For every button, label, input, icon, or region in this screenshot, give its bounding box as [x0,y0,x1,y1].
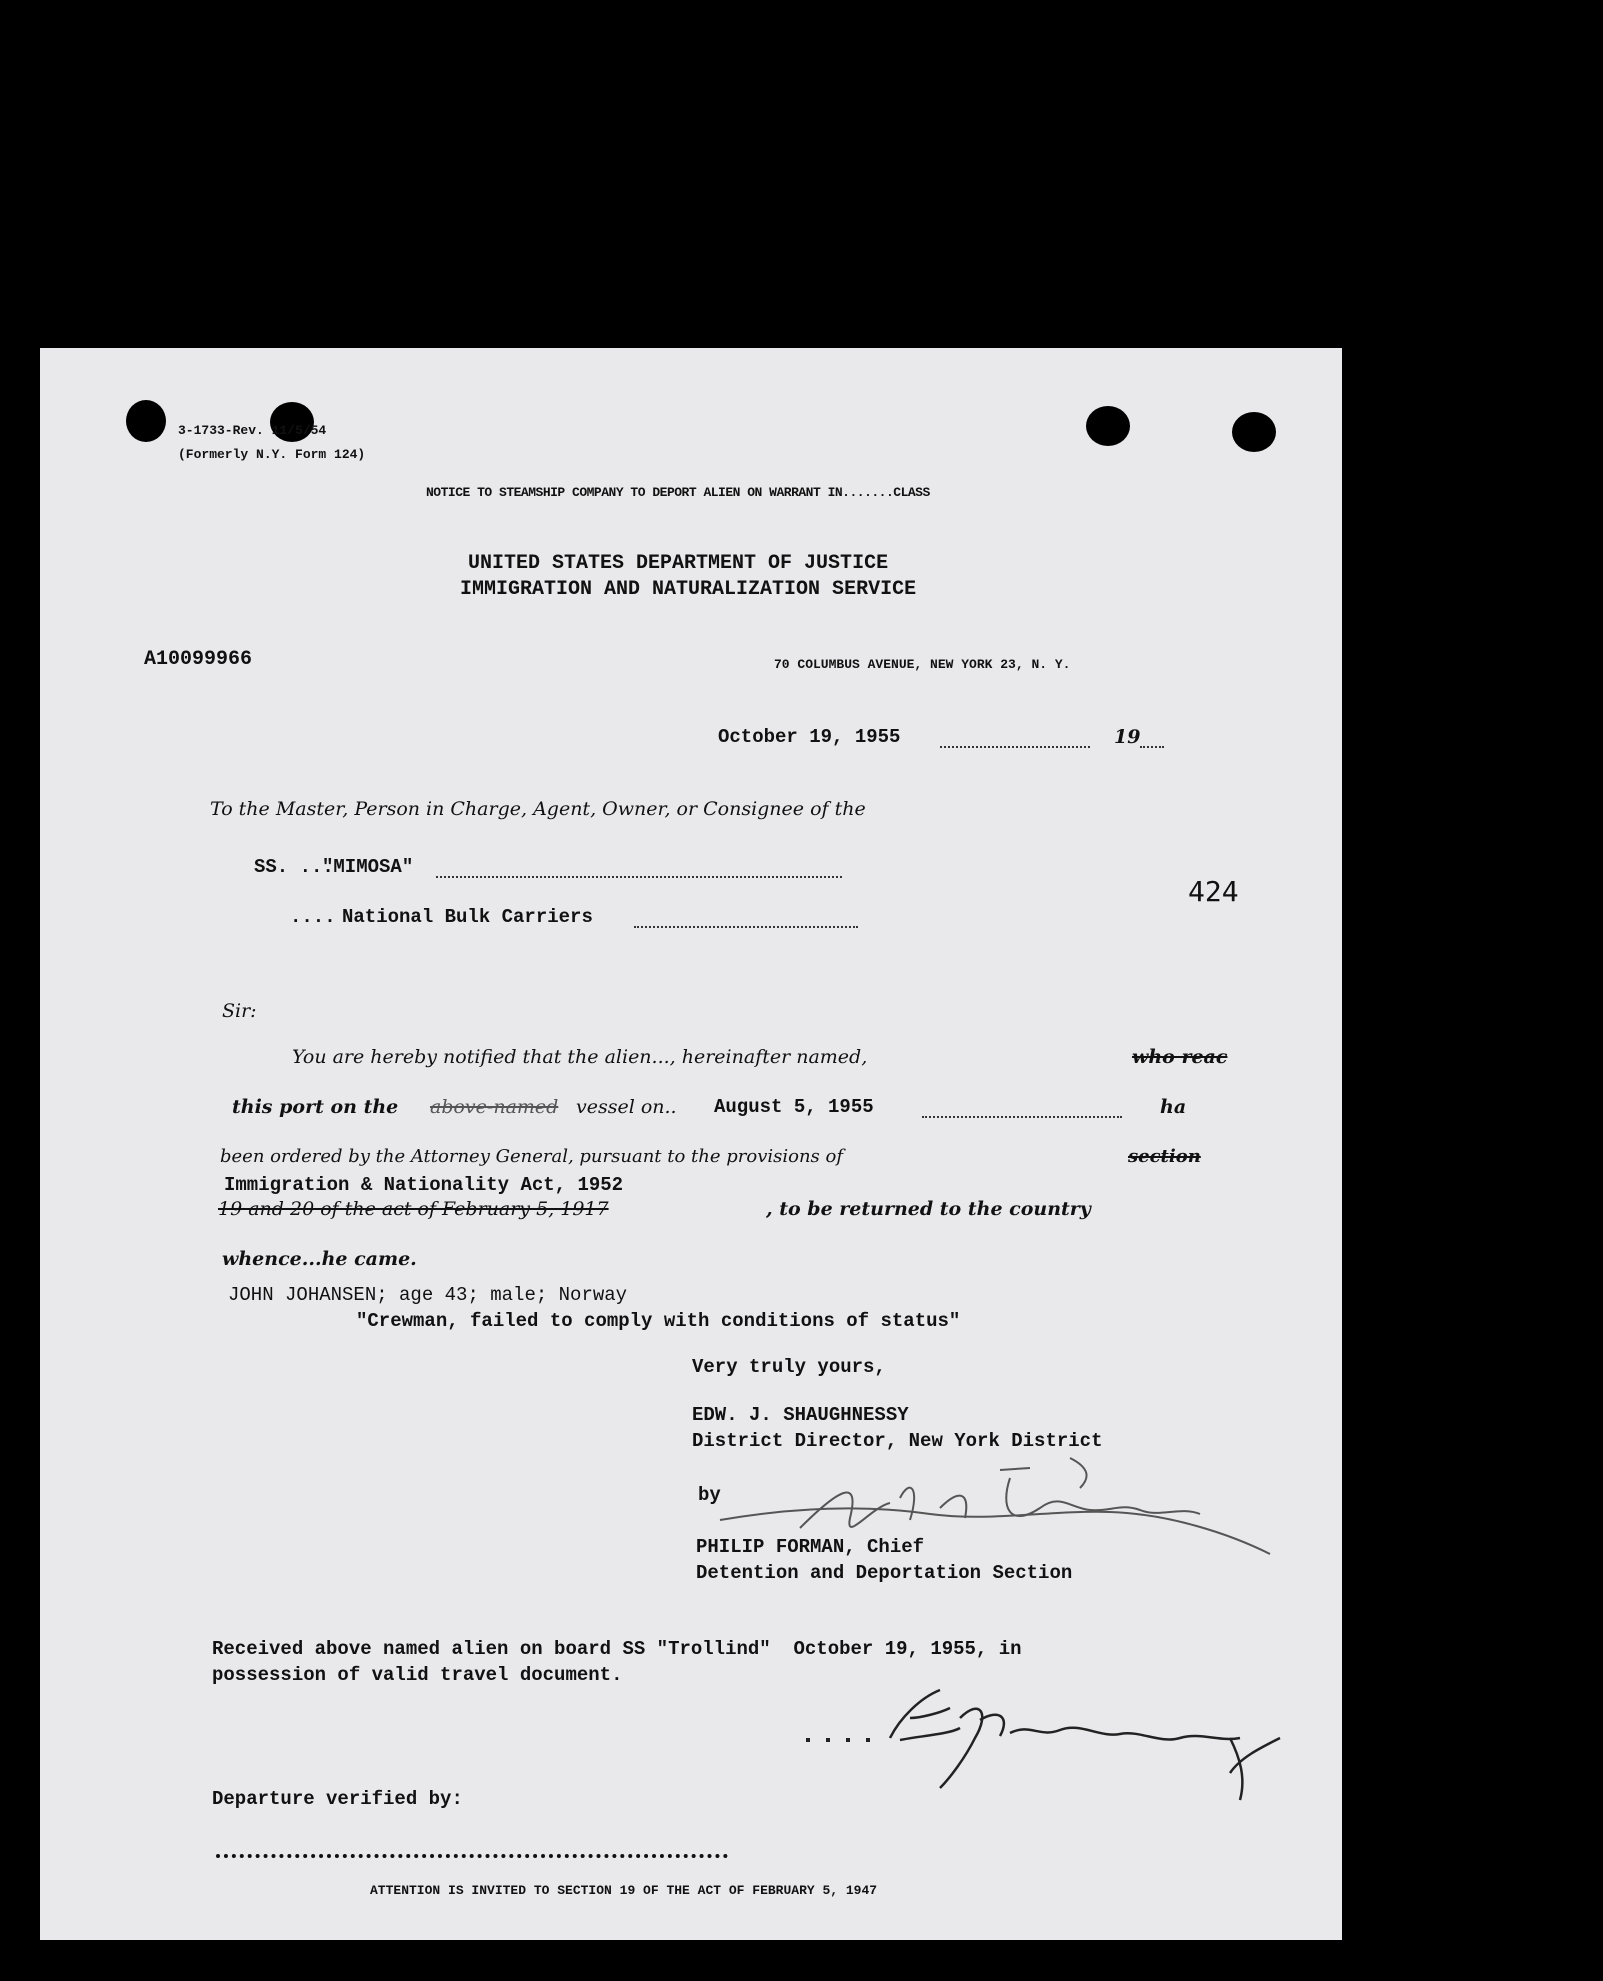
by-label: by [698,1484,721,1506]
alien-details: JOHN JOHANSEN; age 43; male; Norway [228,1284,628,1306]
body-line-4-struck: 19 and 20 of the act of February 5, 1917 [218,1198,609,1220]
signer-name: PHILIP FORMAN, Chief [696,1536,925,1558]
body-line-2-start: this port on the [232,1096,399,1118]
body-line-5: whence...he came. [222,1248,417,1270]
company-dots [634,926,858,928]
body-line-1: You are hereby notified that the alien..., hereinafter named, [292,1046,868,1068]
company-prefix: .... [290,906,336,928]
punch-hole [1232,412,1276,452]
act-insertion: Immigration & Nationality Act, 1952 [224,1174,624,1196]
arrival-date: August 5, 1955 [714,1096,874,1118]
receipt-signature [800,1678,1320,1808]
receipt-line-2: possession of valid travel document. [212,1664,623,1686]
punch-hole [126,400,166,442]
ss-label: SS. ... [254,856,334,878]
addressee-line: To the Master, Person in Charge, Agent, Owner, or Consignee of the [210,798,866,820]
service-name: IMMIGRATION AND NATURALIZATION SERVICE [460,578,917,601]
valediction: Very truly yours, [692,1356,886,1378]
departure-dots [216,1854,728,1858]
form-number: 3-1733-Rev. 11/5/54 [178,423,327,438]
date-dots [940,746,1090,748]
body-line-2-struck: above-named [430,1096,559,1118]
director-name: EDW. J. SHAUGHNESSY [692,1404,909,1426]
notice-date: October 19, 1955 [718,726,901,748]
department-name: UNITED STATES DEPARTMENT OF JUSTICE [468,552,889,575]
body-line-2-end: ha [1160,1096,1187,1118]
ship-name: "MIMOSA" [322,856,414,878]
document-page [40,348,1342,1940]
body-line-2-mid: vessel on.. [576,1096,677,1118]
date-year: 19 [1114,726,1141,748]
deportation-reason: "Crewman, failed to comply with conditions of status" [356,1310,961,1332]
receipt-line-1: Received above named alien on board SS "Trollind" October 19, 1955, in [212,1638,1022,1660]
body-line-3: been ordered by the Attorney General, pursuant to the provisions of [220,1146,844,1167]
form-formerly: (Formerly N.Y. Form 124) [178,447,366,462]
signer-section: Detention and Deportation Section [696,1562,1073,1584]
director-title: District Director, New York District [692,1430,1103,1452]
office-address: 70 COLUMBUS AVENUE, NEW YORK 23, N. Y. [774,657,1071,672]
arrival-dots [922,1116,1122,1118]
departure-label: Departure verified by: [212,1788,463,1810]
year-dots [1140,746,1164,748]
body-line-4-end: , to be returned to the country [766,1198,1091,1220]
page-reference: 424 [1188,875,1239,908]
salutation: Sir: [222,1000,257,1022]
file-number: A10099966 [144,648,253,671]
punch-hole [1086,406,1130,446]
body-line-3-struck: section [1128,1146,1201,1167]
footer-attention: ATTENTION IS INVITED TO SECTION 19 OF THE ACT OF FEBRUARY 5, 1947 [370,1883,878,1898]
body-line-1-struck: who reac [1132,1046,1228,1068]
company-name: National Bulk Carriers [342,906,593,928]
ship-dots [436,876,842,878]
notice-title: NOTICE TO STEAMSHIP COMPANY TO DEPORT ALIEN ON WARRANT IN.......CLASS [426,485,930,500]
